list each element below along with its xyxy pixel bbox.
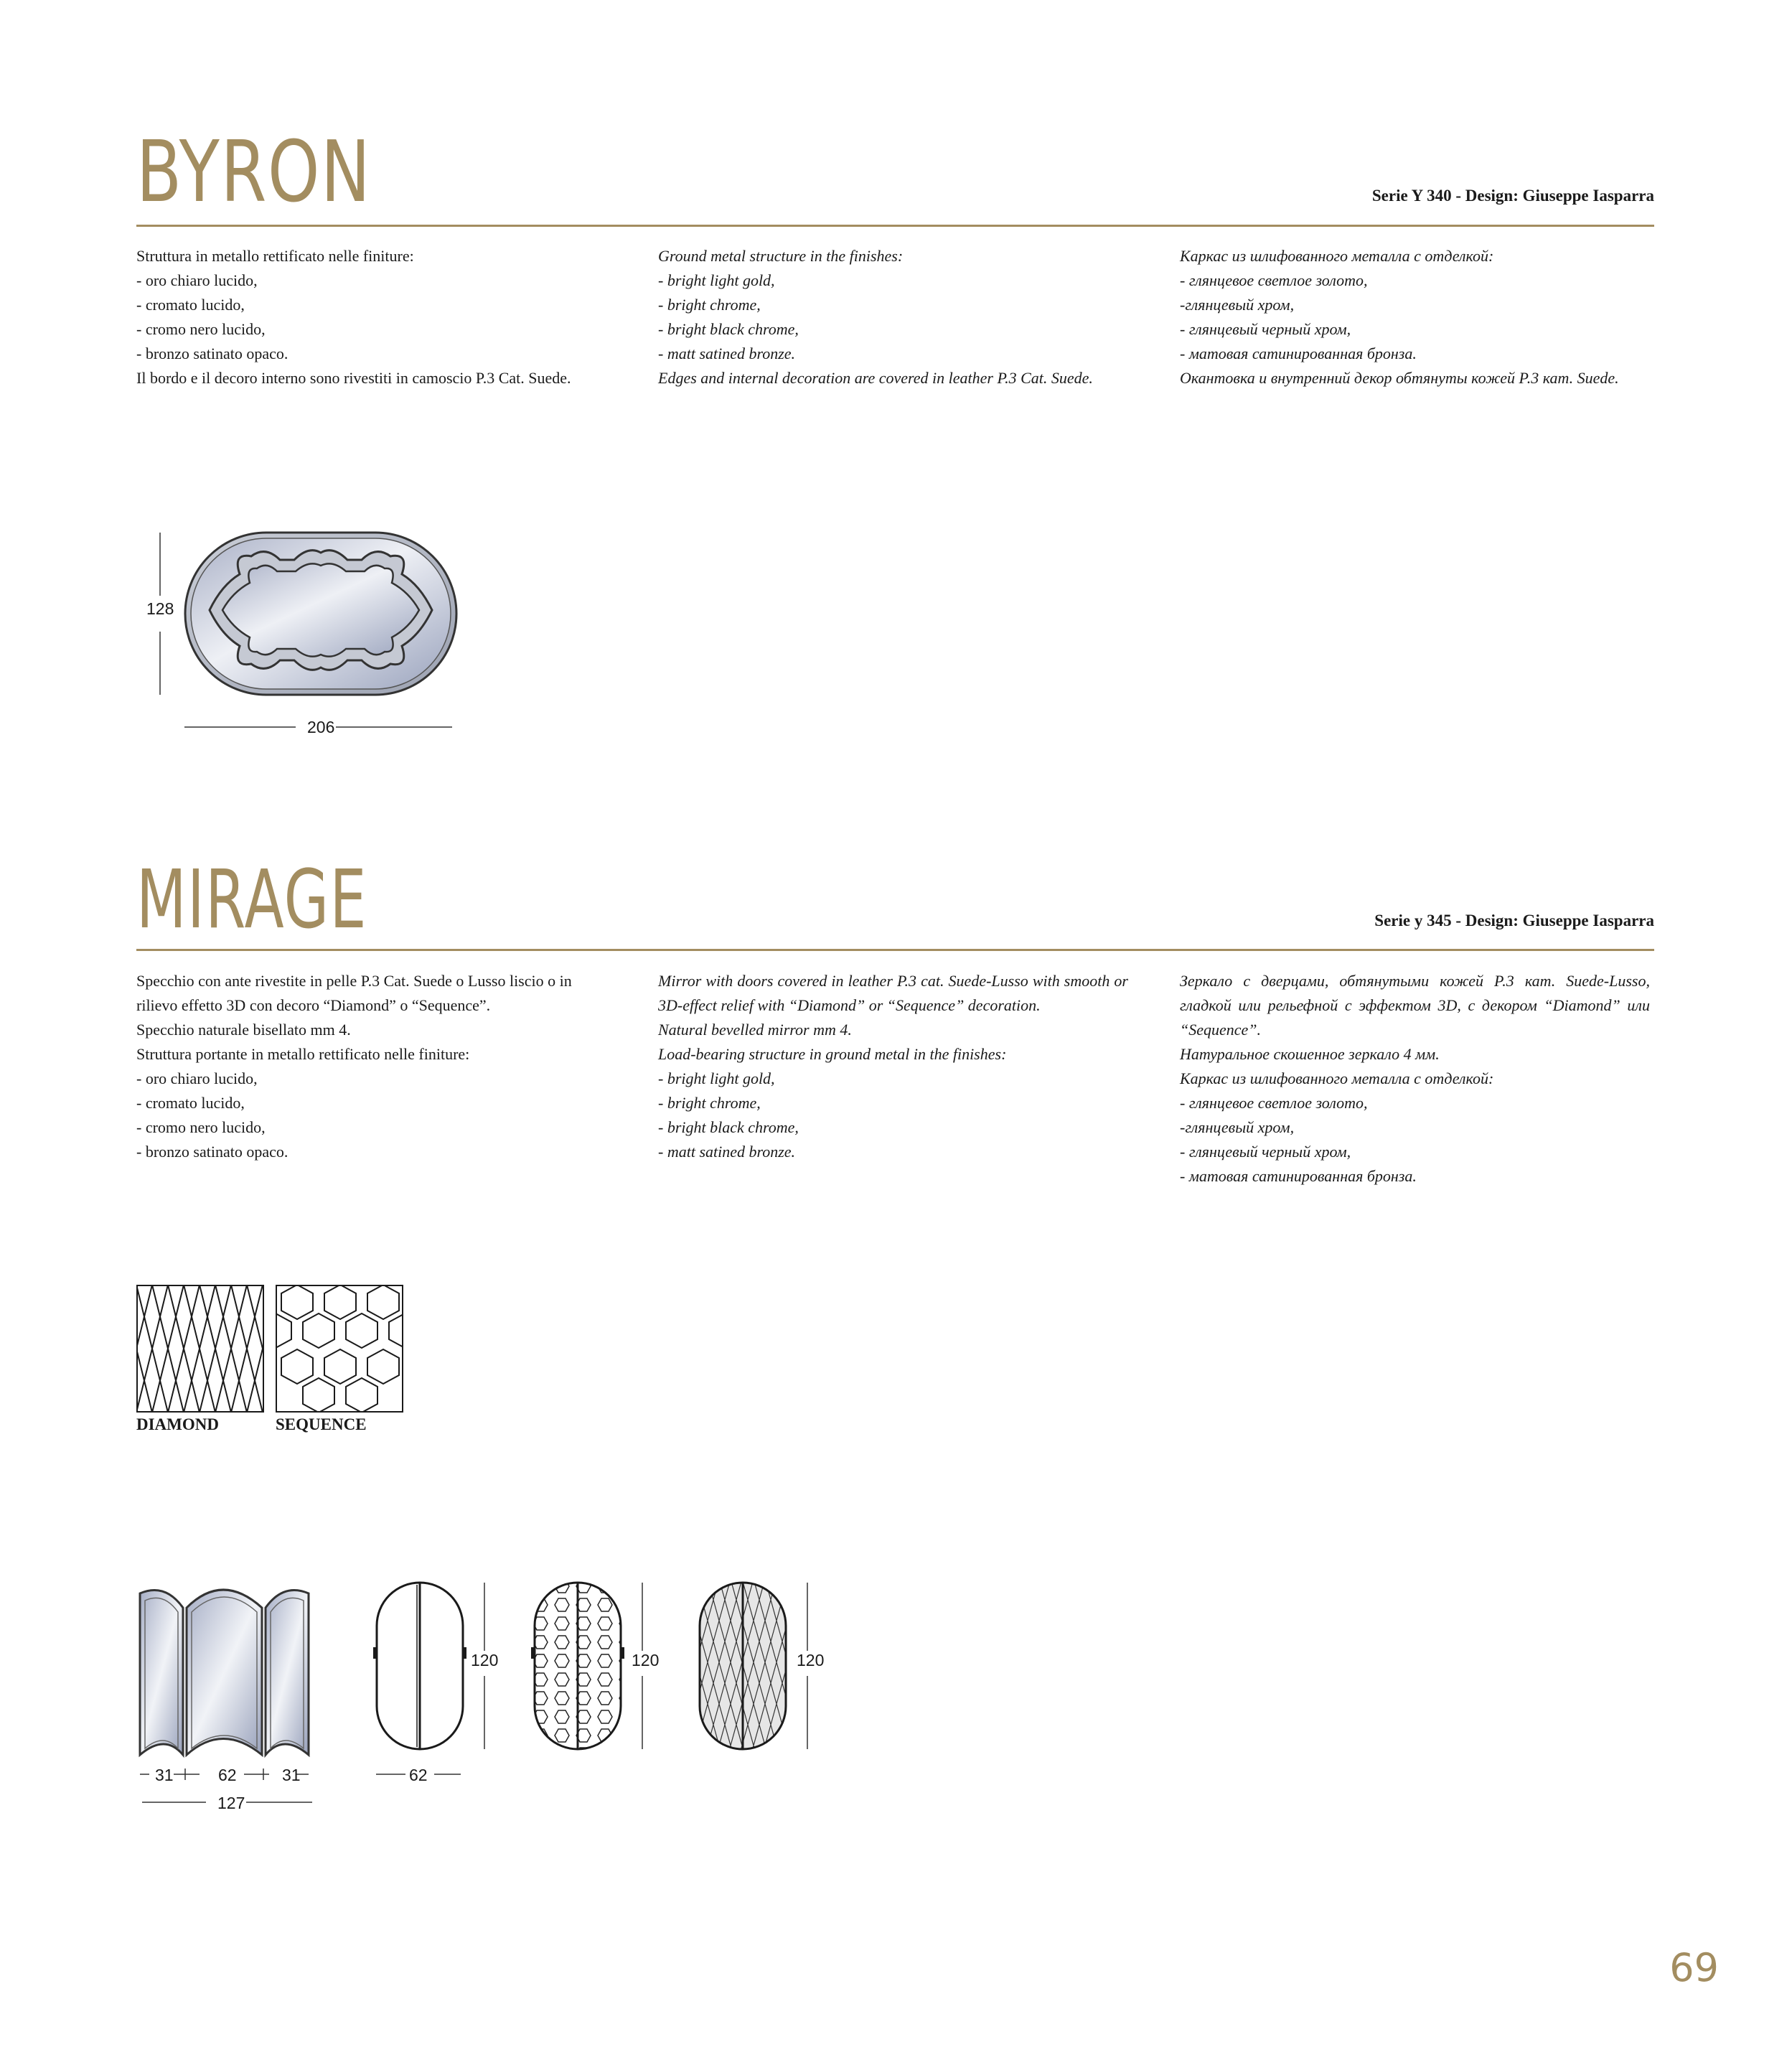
mirage-height-2: 120 [632,1651,660,1669]
byron-divider [136,225,1654,227]
mirage-closed-plain-drawing [373,1579,502,1794]
byron-title: BYRON [136,122,372,221]
byron-text-en: Ground metal structure in the finishes: - bright light gold, - bright chrome, - bright black chrome, - matt satined bronze. Edges and internal decoration are covered in leather P.3 Cat. Suede. [658,247,1093,387]
mirage-text-ru: Зеркало с дверцами, обтянутыми кожей Р.3 кат. Suede-Lusso, гладкой или рельефной с эффектом 3D, с декором “Diamond” или “Sequence”. Натуральное скошенное зеркало 4 мм. Каркас из шлифованного металла с отделкой: - глянцевое светлое золото, -глянцевый хром, - глянцевый черный хром, - матовая сатинированная бронза. [1180,972,1650,1185]
mirage-text-it: Specchio con ante rivestite in pelle P.3 Cat. Suede o Lusso liscio o in rilievo effetto 3D con decoro “Diamond” o “Sequence”. Specchio naturale bisellato mm 4. Struttura portante in metallo rettificato nelle finiture: - oro chiaro lucido, - cromato lucido, - cromo nero lucido, - bronzo satinato opaco. [136,972,572,1161]
page-number: 69 [1669,1945,1719,1990]
mirage-divider [136,949,1654,951]
mirage-height-1: 120 [471,1651,499,1669]
mirage-text-en: Mirror with doors covered in leather P.3 cat. Suede-Lusso with smooth or 3D-effect relief with “Diamond” or “Sequence” decoration. Natural bevelled mirror mm 4. Load-bearing structure in ground metal in the finishes: - bright light gold, - bright chrome, - bright black chrome, - matt satined bronze. [658,972,1128,1161]
byron-text-ru: Каркас из шлифованного металла с отделкой: - глянцевое светлое золото, -глянцевый хром, - глянцевый черный хром, - матовая сатинированная бронза. Окантовка и внутренний декор обтянуты кожей Р.3 кат. Suede. [1180,247,1619,387]
mirage-dim-left: 31 [155,1766,174,1784]
mirage-serie: Serie y 345 - Design: Giuseppe Iasparra [1374,912,1654,929]
byron-text-it: Struttura in metallo rettificato nelle finiture: - oro chiaro lucido, - cromato lucido, - cromo nero lucido, - bronzo satinato opaco. Il bordo e il decoro interno sono rivestiti in camoscio P.3 Cat. Suede. [136,247,571,387]
diamond-pattern-swatch [136,1285,264,1413]
mirage-height-3: 120 [797,1651,825,1669]
byron-height-label: 128 [146,599,174,618]
mirage-closed-diamond-drawing [696,1579,825,1766]
mirage-closed-sequence-drawing [531,1579,660,1766]
sequence-label: SEQUENCE [276,1415,367,1433]
mirage-closed-width: 62 [409,1766,428,1784]
mirage-dim-total: 127 [217,1794,245,1812]
byron-mirror-drawing [144,524,474,739]
diamond-label: DIAMOND [136,1415,219,1433]
mirage-title: MIRAGE [136,853,367,947]
sequence-pattern-swatch [276,1285,403,1413]
mirage-dim-center: 62 [218,1766,237,1784]
byron-width-label: 206 [307,718,335,736]
byron-serie: Serie Y 340 - Design: Giuseppe Iasparra [1371,187,1654,205]
mirage-dim-right: 31 [282,1766,301,1784]
